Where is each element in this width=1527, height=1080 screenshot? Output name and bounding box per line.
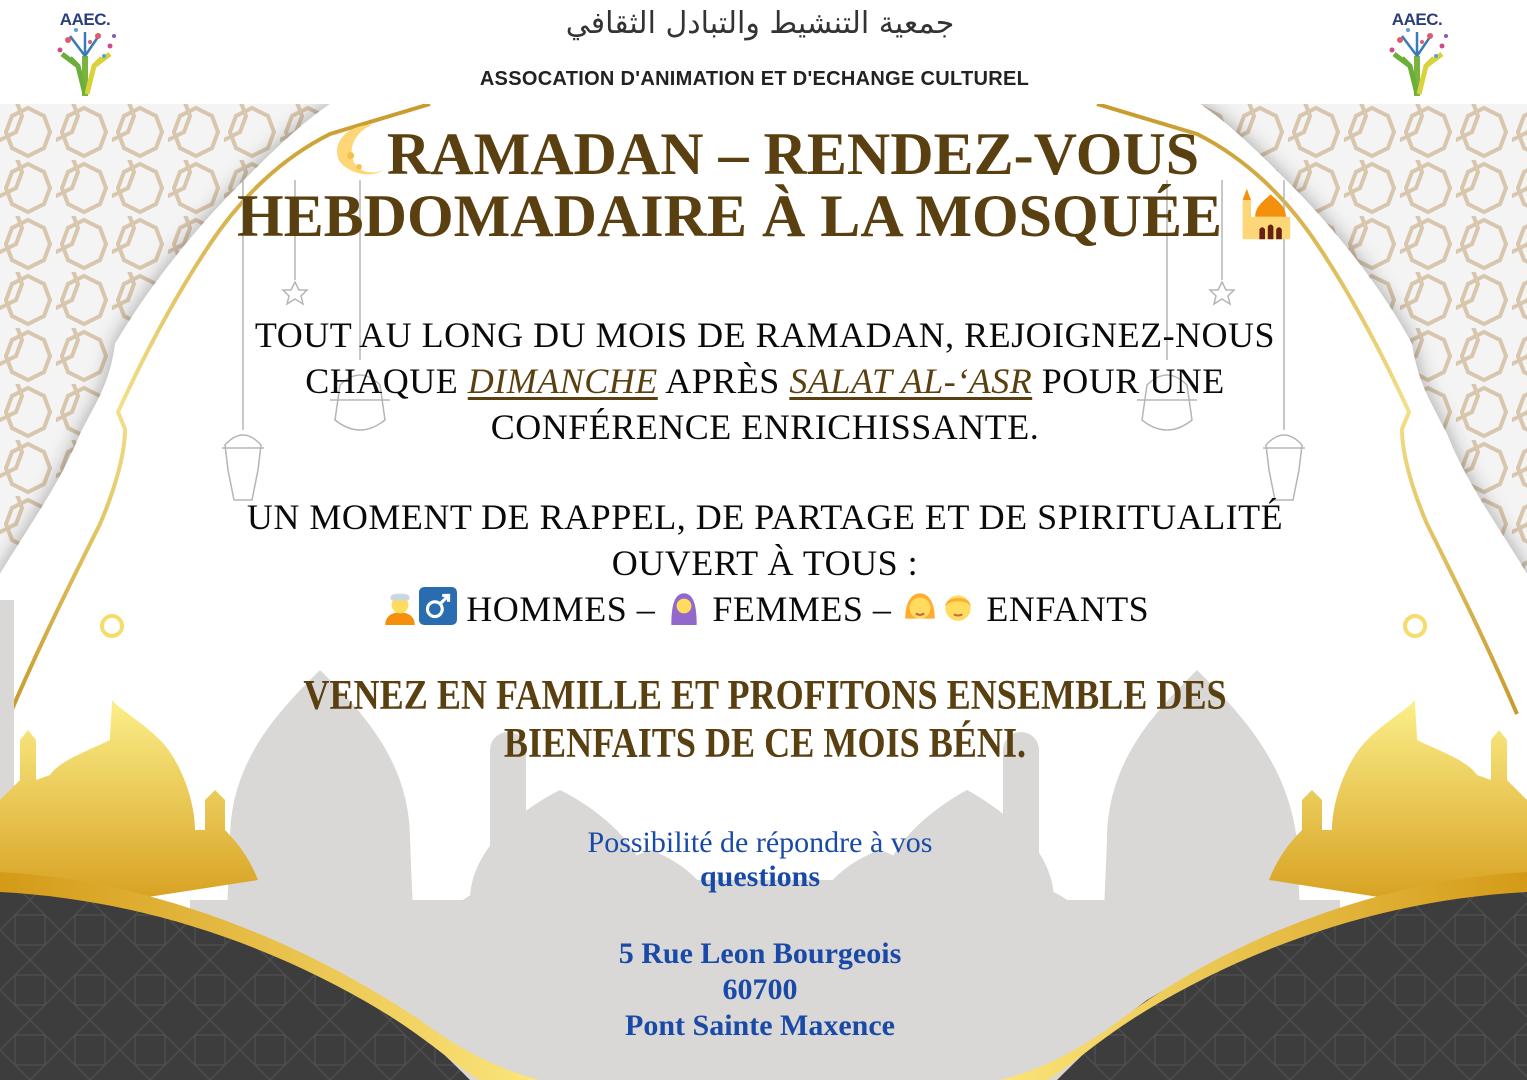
- text-segment: CHAQUE: [305, 361, 468, 401]
- audience-paragraph: [110, 494, 1420, 632]
- schedule-line-1: TOUT AU LONG DU MOIS DE RAMADAN, REJOIGNEZ-NOUS: [254, 315, 1276, 355]
- boy-icon: [939, 587, 977, 625]
- girl-icon: [901, 587, 939, 625]
- aaec-logo-left: [40, 6, 130, 98]
- logo-text: AAEC.: [59, 10, 111, 29]
- women-label: FEMMES –: [702, 589, 901, 629]
- schedule-paragraph: [110, 312, 1420, 450]
- flyer-title: [180, 122, 1350, 247]
- schedule-line-3: CONFÉRENCE ENRICHISSANTE.: [490, 407, 1040, 447]
- text-segment: POUR UNE: [1032, 361, 1225, 401]
- children-label: ENFANTS: [976, 589, 1150, 629]
- crescent-moon-icon: [331, 122, 387, 178]
- address-block: [460, 936, 1060, 1044]
- audience-line-2: OUVERT À TOUS :: [611, 543, 919, 583]
- audience-line-1: UN MOMENT DE RAPPEL, DE PARTAGE ET DE SPIRITUALITÉ: [246, 497, 1284, 537]
- day-highlight: DIMANCHE: [467, 361, 658, 401]
- schedule-line-2: [110, 358, 1420, 404]
- arabic-association-name: جمعية التنشيط والتبادل الثقافي: [565, 6, 955, 41]
- address-city: Pont Sainte Maxence: [625, 1009, 895, 1042]
- aaec-logo-right: [1372, 6, 1462, 98]
- questions-line-2: questions: [699, 860, 821, 893]
- male-sign-icon: [419, 587, 457, 625]
- questions-note: [460, 826, 1060, 894]
- call-to-action: [245, 672, 1286, 768]
- title-line-2: [180, 185, 1350, 247]
- title-text-2: HEBDOMADAIRE À LA MOSQUÉE: [236, 183, 1223, 249]
- questions-line-1: Possibilité de répondre à vos: [587, 826, 933, 859]
- mosque-icon: [1237, 186, 1293, 242]
- title-text-1: RAMADAN – RENDEZ-VOUS: [386, 121, 1200, 187]
- audience-list: [110, 586, 1420, 632]
- title-line-1: [180, 122, 1350, 185]
- cta-line-2: BIENFAITS DE CE MOIS BÉNI.: [503, 721, 1027, 767]
- address-postcode: 60700: [722, 973, 798, 1006]
- men-label: HOMMES –: [456, 589, 665, 629]
- header: [0, 0, 1527, 104]
- logo-text: AAEC.: [1391, 10, 1443, 29]
- address-street: 5 Rue Leon Bourgeois: [618, 937, 902, 970]
- association-name: ASSOCATION D'ANIMATION ET D'ECHANGE CULTUREL: [479, 68, 1030, 90]
- text-segment: APRÈS: [657, 361, 790, 401]
- prayer-highlight: SALAT AL-‘ASR: [789, 361, 1033, 401]
- man-turban-icon: [381, 587, 419, 625]
- cta-line-1: VENEZ EN FAMILLE ET PROFITONS ENSEMBLE DES: [303, 673, 1227, 719]
- woman-headscarf-icon: [665, 587, 703, 625]
